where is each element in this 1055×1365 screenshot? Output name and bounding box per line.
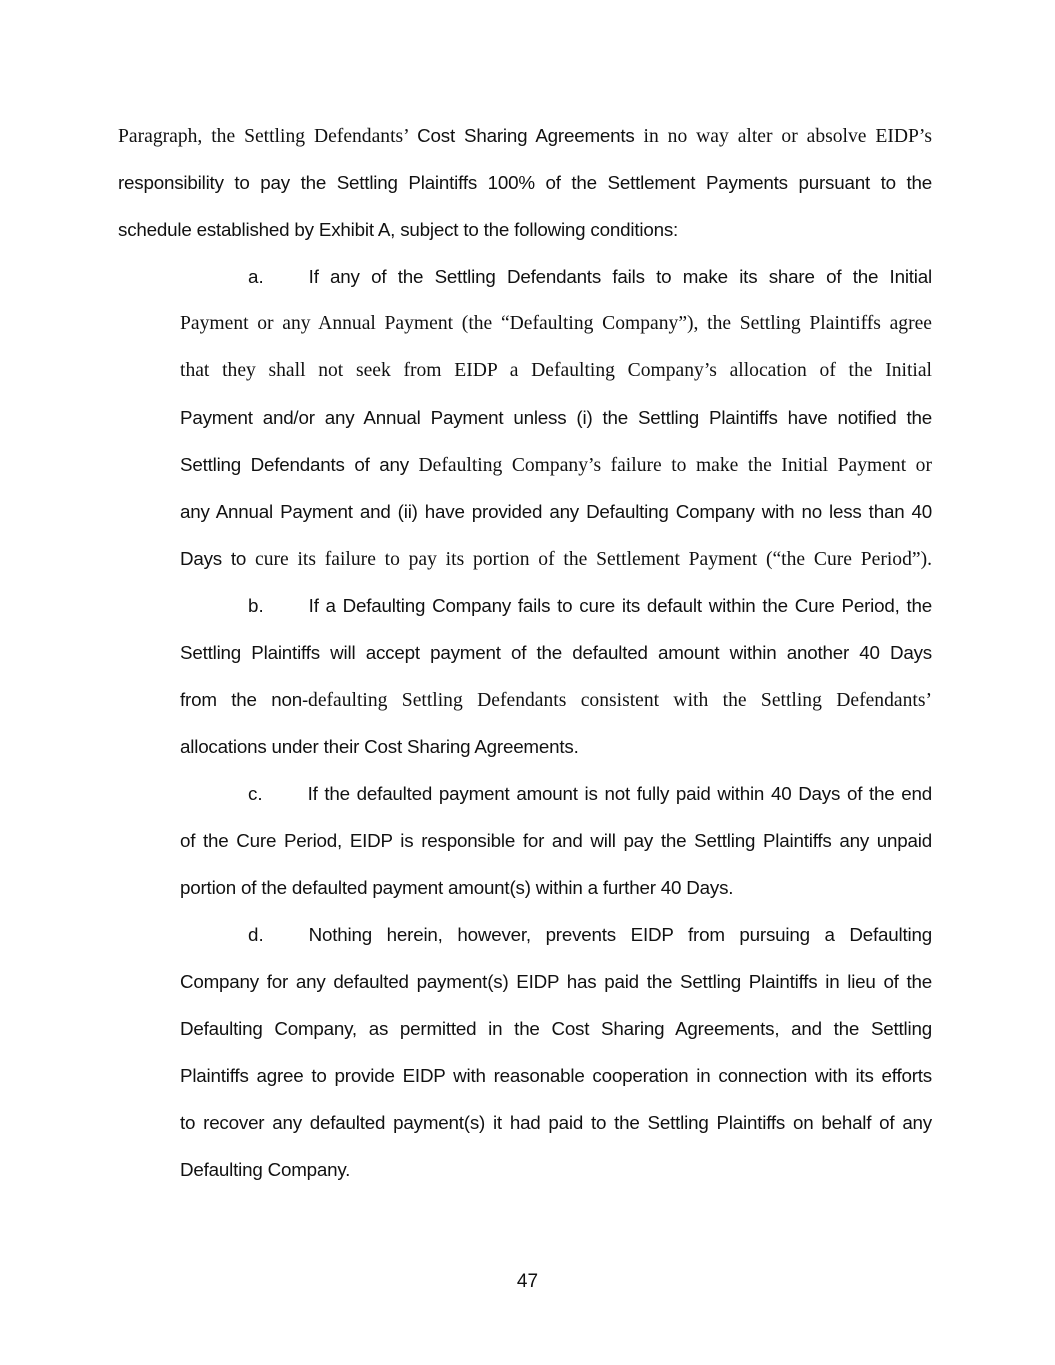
text-segment: Settling Plaintiffs will accept payment of the defaulted amount within another 40 Days bbox=[180, 642, 932, 663]
text-line bbox=[118, 1146, 932, 1193]
text-line bbox=[118, 1099, 932, 1146]
text-segment: Defaulting Company, as permitted in the Cost Sharing Agreements, and the Settling bbox=[180, 1018, 932, 1039]
text-segment: If any of the Settling Defendants fails to make its share of the Initial bbox=[308, 266, 932, 287]
text-segment: defaulting Settling Defendants consistent with the Settling Defendants’ bbox=[308, 690, 932, 711]
text-segment: Defaulting Company. bbox=[180, 1159, 351, 1180]
text-line bbox=[118, 864, 932, 911]
text-segment: Settling Defendants of any bbox=[180, 454, 419, 475]
page-number: 47 bbox=[516, 1271, 539, 1292]
text-segment: Cost Sharing Agreements bbox=[417, 125, 635, 146]
text-segment: If the defaulted payment amount is not fully paid within 40 Days of the end bbox=[307, 783, 932, 804]
text-segment: Payment or any Annual Payment (the “Defaulting Company”), the Settling Plaintiffs agree bbox=[180, 313, 932, 334]
text-line bbox=[118, 911, 932, 958]
list-item-label: d. bbox=[248, 924, 264, 945]
text-segment: schedule established by Exhibit A, subject to the following conditions: bbox=[118, 219, 679, 240]
text-line bbox=[118, 488, 932, 535]
text-line bbox=[118, 535, 932, 582]
text-segment: Days to bbox=[180, 548, 256, 569]
text-segment: Nothing herein, however, prevents EIDP from pursuing a Defaulting bbox=[308, 924, 932, 945]
text-segment: to recover any defaulted payment(s) it had paid to the Settling Plaintiffs on behalf of any bbox=[180, 1112, 932, 1133]
text-line bbox=[118, 1005, 932, 1052]
text-segment: from the non- bbox=[180, 689, 309, 710]
text-line bbox=[118, 1052, 932, 1099]
text-segment: If a Defaulting Company fails to cure its default within the Cure Period, the bbox=[308, 595, 932, 616]
text-segment: of the Cure Period, EIDP is responsible for and will pay the Settling Plaintiffs any unpaid bbox=[180, 830, 932, 851]
text-segment: Paragraph, the Settling Defendants’ bbox=[118, 126, 418, 147]
list-item-label: b. bbox=[248, 595, 264, 616]
document-content bbox=[118, 112, 932, 1193]
text-segment: responsibility to pay the Settling Plaintiffs 100% of the Settlement Payments pursuant to the bbox=[118, 172, 932, 193]
text-line bbox=[118, 770, 932, 817]
list-item-label: a. bbox=[248, 266, 264, 287]
text-line bbox=[118, 958, 932, 1005]
text-line bbox=[118, 253, 932, 300]
text-line bbox=[118, 347, 932, 394]
list-item-label: c. bbox=[248, 783, 263, 804]
text-line bbox=[118, 723, 932, 770]
text-segment: any Annual Payment and (ii) have provided any Defaulting Company with no less than 40 bbox=[180, 501, 932, 522]
text-segment: cure its failure to pay its portion of the Settlement Payment (“the Cure Period”). bbox=[255, 549, 933, 570]
text-line bbox=[118, 159, 932, 206]
text-segment: that they shall not seek from EIDP a Defaulting Company’s allocation of the Initial bbox=[180, 360, 932, 381]
text-segment: Plaintiffs agree to provide EIDP with reasonable cooperation in connection with its efforts bbox=[180, 1065, 932, 1086]
text-segment: allocations under their Cost Sharing Agreements. bbox=[180, 736, 579, 757]
text-line bbox=[118, 676, 932, 723]
text-line bbox=[118, 112, 932, 159]
text-segment: Defaulting Company’s failure to make the Initial Payment or bbox=[418, 455, 932, 476]
text-segment: Company for any defaulted payment(s) EIDP has paid the Settling Plaintiffs in lieu of the bbox=[180, 971, 932, 992]
text-line bbox=[118, 441, 932, 488]
text-line bbox=[118, 206, 932, 253]
text-line bbox=[118, 300, 932, 347]
text-segment: in no way alter or absolve EIDP’s bbox=[634, 126, 933, 147]
text-line bbox=[118, 582, 932, 629]
text-segment: Payment and/or any Annual Payment unless (i) the Settling Plaintiffs have notified the bbox=[180, 407, 932, 428]
text-line bbox=[118, 629, 932, 676]
text-segment: portion of the defaulted payment amount(s) within a further 40 Days. bbox=[180, 877, 734, 898]
text-line bbox=[118, 394, 932, 441]
text-line bbox=[118, 817, 932, 864]
